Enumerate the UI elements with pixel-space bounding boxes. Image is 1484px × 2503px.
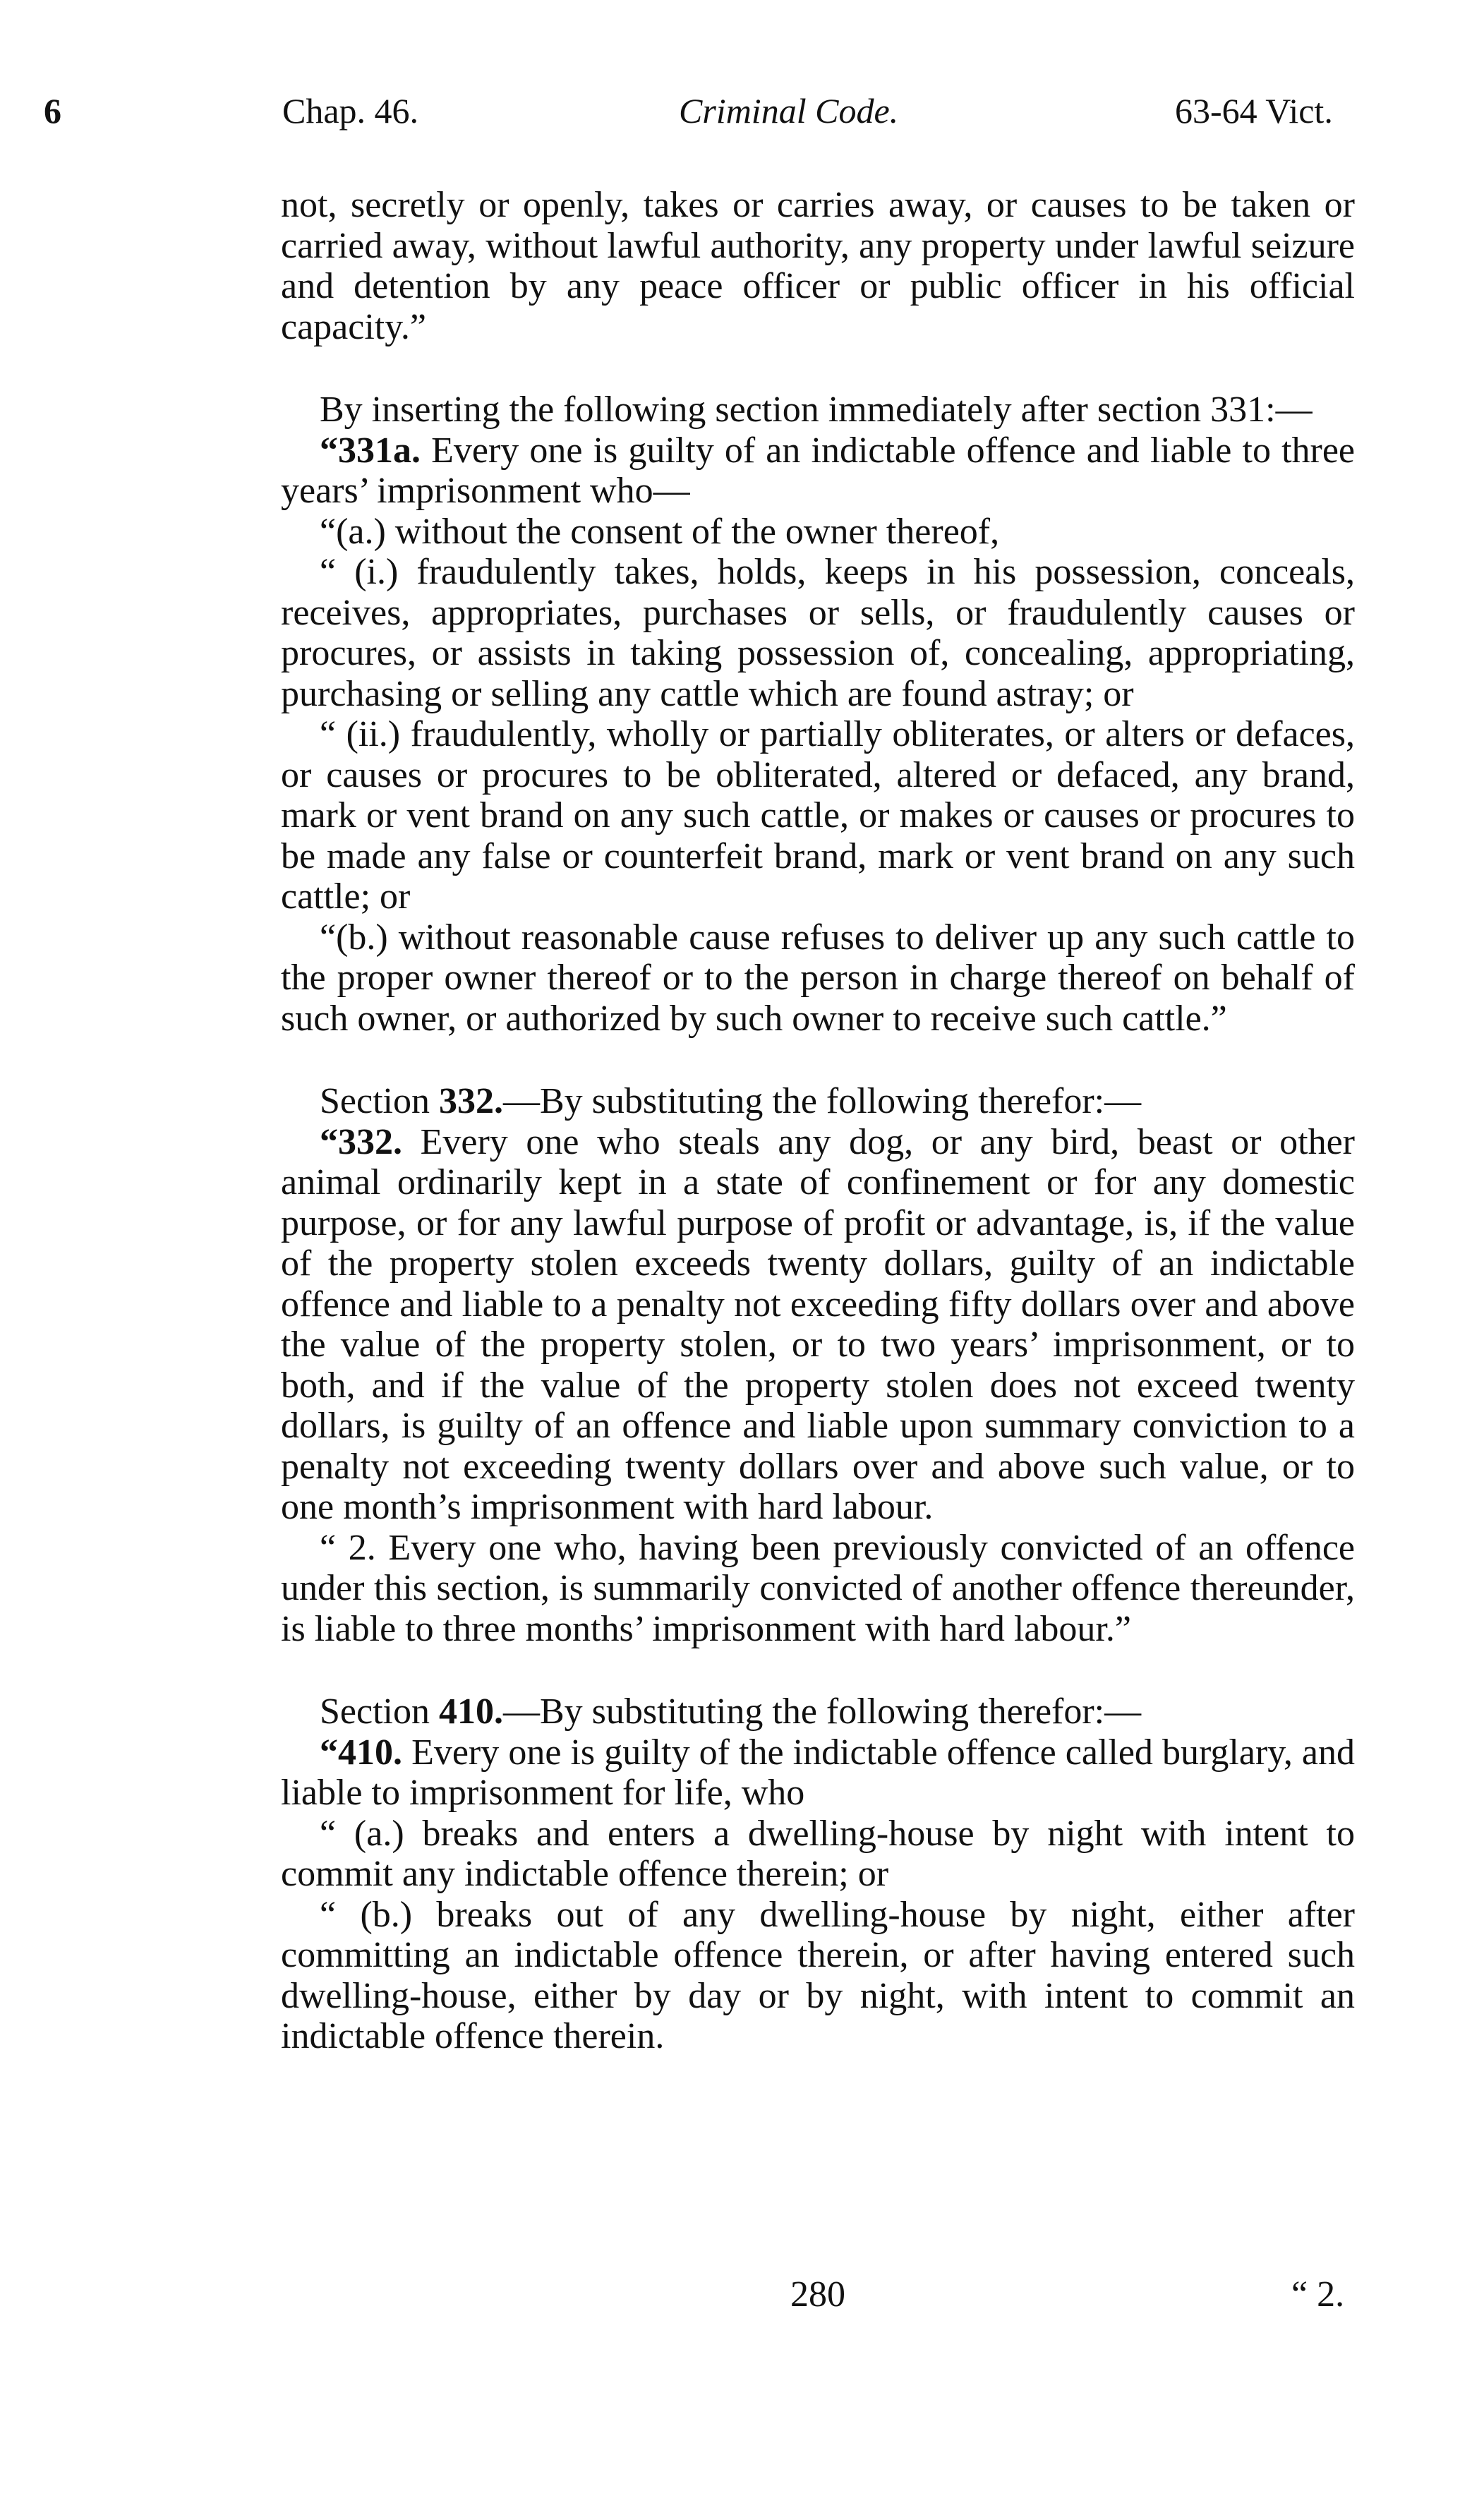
section-paragraph: “331a. Every one is guilty of an indictable offence and liable to three years’ imprisonment who— (281, 430, 1355, 511)
running-header (0, 90, 1484, 140)
subclause: “ (i.) fraudulently takes, holds, keeps in his possession, conceals, receives, appropriates, purchases or sells, or fraudulently causes or procures, or assists in taking possession of, concealing, appropriating, purchasing or selling any cattle which are found astray; or (281, 552, 1355, 714)
document-title: Criminal Code. (679, 91, 899, 131)
paragraph: not, secretly or openly, takes or carries away, or causes to be taken or carried away, without lawful authority, any property under lawful seizure and detention by any peace officer or public officer in his official capacity.” (281, 185, 1355, 347)
catchword: “ 2. (1291, 2274, 1345, 2315)
section-paragraph: “410. Every one is guilty of the indictable offence called burglary, and liable to imprisonment for life, who (281, 1732, 1355, 1813)
subclause: “ (ii.) fraudulently, wholly or partially obliterates, or alters or defaces, or causes or procures to be obliterated, altered or defaced, any brand, mark or vent brand on any such cattle, or makes or causes or procures to be made any false or counterfeit brand, mark or vent brand on any such cattle; or (281, 714, 1355, 917)
section-number: “331a. (320, 430, 421, 471)
page-footer (0, 2274, 1484, 2323)
amendment-heading: Section 332.—By substituting the following therefor:— (320, 1081, 1142, 1121)
clause: “ (b.) breaks out of any dwelling-house by night, either after committing an indictable offence therein, or after having entered such dwelling-house, either by day or by night, with intent to commit an indictable offence therein. (281, 1894, 1355, 2056)
section-number: 332. (438, 1081, 503, 1121)
section-number: “332. (320, 1121, 402, 1162)
regnal-year: 63-64 Vict. (1175, 91, 1333, 131)
chapter-label: Chap. 46. (282, 91, 419, 131)
paragraph: By inserting the following section immediately after section 331:— (320, 390, 1313, 430)
amendment-heading: Section 410.—By substituting the following therefor:— (320, 1691, 1142, 1732)
subsection: “ 2. Every one who, having been previously convicted of an offence under this section, is summarily convicted of another offence thereunder, is liable to three months’ imprisonment with hard labour.” (281, 1527, 1355, 1649)
clause: “ (a.) breaks and enters a dwelling-house by night with intent to commit any indictable offence therein; or (281, 1813, 1355, 1894)
page-number: 6 (44, 91, 61, 131)
section-number: “410. (320, 1732, 402, 1773)
section-paragraph: “332. Every one who steals any dog, or any bird, beast or other animal ordinarily kept in a state of confinement or for any domestic purpose, or for any lawful purpose of profit or advantage, is, if the value of the property stolen exceeds twenty dollars, guilty of an indictable offence and liable to a penalty not exceeding fifty dollars over and above the value of the property stolen, or to two years’ imprisonment, or to both, and if the value of the property stolen does not exceed twenty dollars, is guilty of an offence and liable upon summary conviction to a penalty not exceeding twenty dollars over and above such value, or to one month’s imprisonment with hard labour. (281, 1121, 1355, 1527)
folio-number: 280 (790, 2274, 845, 2315)
section-number: 410. (438, 1691, 503, 1732)
clause: “(a.) without the consent of the owner thereof, (320, 511, 1000, 552)
clause: “(b.) without reasonable cause refuses to deliver up any such cattle to the proper owner thereof or to the person in charge thereof on behalf of such owner, or authorized by such owner to receive such cattle.” (281, 917, 1355, 1039)
body-text (281, 185, 1355, 2057)
